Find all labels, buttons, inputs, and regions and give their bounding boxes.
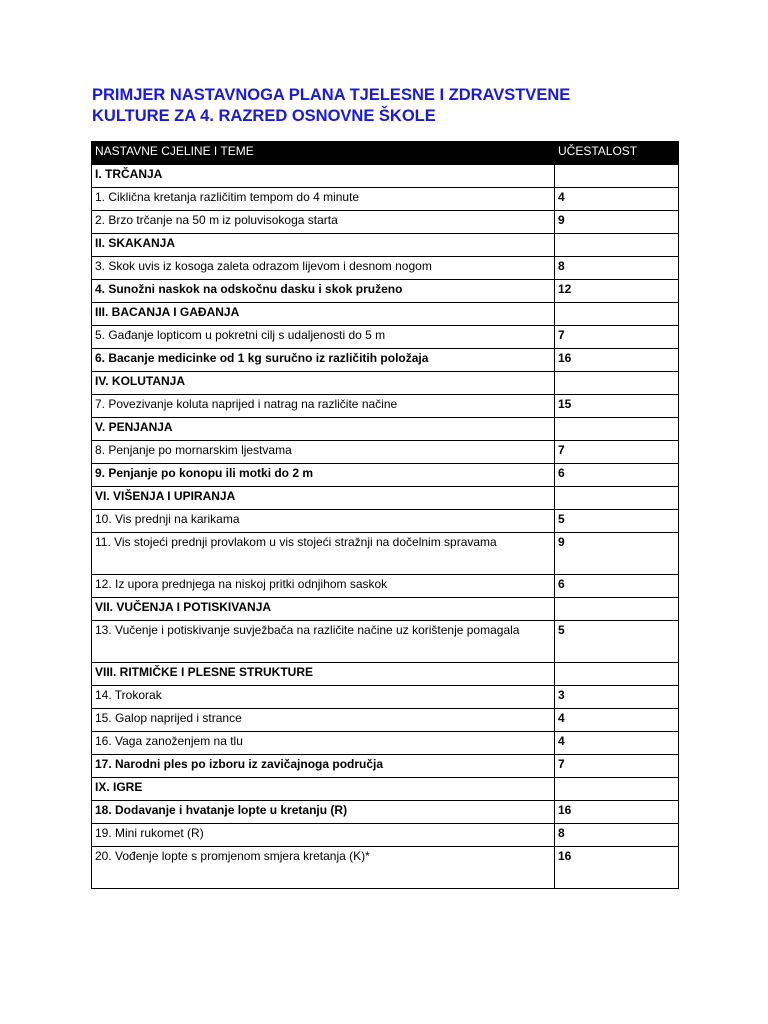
- topic-cell: 10. Vis prednji na karikama: [92, 510, 555, 533]
- table-row: [92, 257, 679, 280]
- topic-cell: 18. Dodavanje i hvatanje lopte u kretanju (R): [92, 801, 555, 824]
- table-row: [92, 824, 679, 847]
- table-row: [92, 709, 679, 732]
- frequency-cell: 7: [555, 326, 679, 349]
- topic-cell: 15. Galop naprijed i strance: [92, 709, 555, 732]
- section-row: [92, 778, 679, 801]
- frequency-cell: [555, 663, 679, 686]
- topic-cell: 1. Ciklična kretanja različitim tempom do 4 minute: [92, 188, 555, 211]
- frequency-cell: 7: [555, 441, 679, 464]
- section-row: [92, 165, 679, 188]
- topic-cell: 19. Mini rukomet (R): [92, 824, 555, 847]
- topic-cell: 13. Vučenje i potiskivanje suvježbača na različite načine uz korištenje pomagala: [92, 621, 555, 663]
- section-row: [92, 598, 679, 621]
- frequency-cell: [555, 372, 679, 395]
- table-row: [92, 326, 679, 349]
- frequency-cell: 5: [555, 510, 679, 533]
- section-title: I. TRČANJA: [92, 165, 555, 188]
- table-row: [92, 575, 679, 598]
- page-title: [92, 85, 692, 127]
- frequency-cell: [555, 487, 679, 510]
- table-header-row: [92, 142, 679, 165]
- frequency-cell: [555, 165, 679, 188]
- frequency-cell: [555, 303, 679, 326]
- table-row: [92, 395, 679, 418]
- topic-cell: 14. Trokorak: [92, 686, 555, 709]
- topic-cell: 20. Vođenje lopte s promjenom smjera kretanja (K)*: [92, 847, 555, 889]
- title-line-2: KULTURE ZA 4. RAZRED OSNOVNE ŠKOLE: [92, 107, 436, 125]
- frequency-cell: 16: [555, 801, 679, 824]
- frequency-cell: 4: [555, 732, 679, 755]
- table-row: [92, 349, 679, 372]
- frequency-cell: [555, 418, 679, 441]
- frequency-cell: 4: [555, 709, 679, 732]
- section-title: IX. IGRE: [92, 778, 555, 801]
- section-title: VI. VIŠENJA I UPIRANJA: [92, 487, 555, 510]
- topic-cell: 5. Gađanje lopticom u pokretni cilj s udaljenosti do 5 m: [92, 326, 555, 349]
- topic-cell: 11. Vis stojeći prednji provlakom u vis stojeći stražnji na dočelnim spravama: [92, 533, 555, 575]
- table-row: [92, 464, 679, 487]
- table-row: [92, 847, 679, 889]
- section-title: IV. KOLUTANJA: [92, 372, 555, 395]
- section-row: [92, 372, 679, 395]
- frequency-cell: 15: [555, 395, 679, 418]
- frequency-cell: 3: [555, 686, 679, 709]
- frequency-cell: [555, 234, 679, 257]
- topic-cell: 8. Penjanje po mornarskim ljestvama: [92, 441, 555, 464]
- frequency-cell: [555, 778, 679, 801]
- topic-cell: 6. Bacanje medicinke od 1 kg suručno iz različitih položaja: [92, 349, 555, 372]
- frequency-cell: 5: [555, 621, 679, 663]
- section-row: [92, 303, 679, 326]
- table-row: [92, 686, 679, 709]
- section-row: [92, 418, 679, 441]
- topic-cell: 9. Penjanje po konopu ili motki do 2 m: [92, 464, 555, 487]
- topic-cell: 12. Iz upora prednjega na niskoj pritki odnjihom saskok: [92, 575, 555, 598]
- section-title: II. SKAKANJA: [92, 234, 555, 257]
- section-title: III. BACANJA I GAĐANJA: [92, 303, 555, 326]
- frequency-cell: 12: [555, 280, 679, 303]
- frequency-cell: 4: [555, 188, 679, 211]
- curriculum-table: [91, 141, 679, 889]
- table-row: [92, 533, 679, 575]
- table-row: [92, 188, 679, 211]
- topic-cell: 4. Sunožni naskok na odskočnu dasku i skok pruženo: [92, 280, 555, 303]
- table-row: [92, 732, 679, 755]
- header-topics: NASTAVNE CJELINE I TEME: [92, 142, 555, 165]
- topic-cell: 2. Brzo trčanje na 50 m iz poluvisokoga starta: [92, 211, 555, 234]
- frequency-cell: 6: [555, 464, 679, 487]
- frequency-cell: 9: [555, 211, 679, 234]
- table-row: [92, 801, 679, 824]
- section-title: V. PENJANJA: [92, 418, 555, 441]
- section-title: VII. VUČENJA I POTISKIVANJA: [92, 598, 555, 621]
- section-row: [92, 663, 679, 686]
- topic-cell: 7. Povezivanje koluta naprijed i natrag na različite načine: [92, 395, 555, 418]
- frequency-cell: 9: [555, 533, 679, 575]
- table-row: [92, 441, 679, 464]
- topic-cell: 3. Skok uvis iz kosoga zaleta odrazom lijevom i desnom nogom: [92, 257, 555, 280]
- section-row: [92, 234, 679, 257]
- frequency-cell: 16: [555, 847, 679, 889]
- frequency-cell: 8: [555, 824, 679, 847]
- table-row: [92, 621, 679, 663]
- table-row: [92, 211, 679, 234]
- table-row: [92, 755, 679, 778]
- frequency-cell: 6: [555, 575, 679, 598]
- title-line-1: PRIMJER NASTAVNOGA PLANA TJELESNE I ZDRAVSTVENE: [92, 86, 571, 104]
- section-row: [92, 487, 679, 510]
- frequency-cell: 8: [555, 257, 679, 280]
- section-title: VIII. RITMIČKE I PLESNE STRUKTURE: [92, 663, 555, 686]
- frequency-cell: [555, 598, 679, 621]
- table-row: [92, 280, 679, 303]
- frequency-cell: 7: [555, 755, 679, 778]
- topic-cell: 16. Vaga zanoženjem na tlu: [92, 732, 555, 755]
- table-body: [92, 165, 679, 889]
- frequency-cell: 16: [555, 349, 679, 372]
- topic-cell: 17. Narodni ples po izboru iz zavičajnoga područja: [92, 755, 555, 778]
- header-frequency: UČESTALOST: [555, 142, 679, 165]
- table-row: [92, 510, 679, 533]
